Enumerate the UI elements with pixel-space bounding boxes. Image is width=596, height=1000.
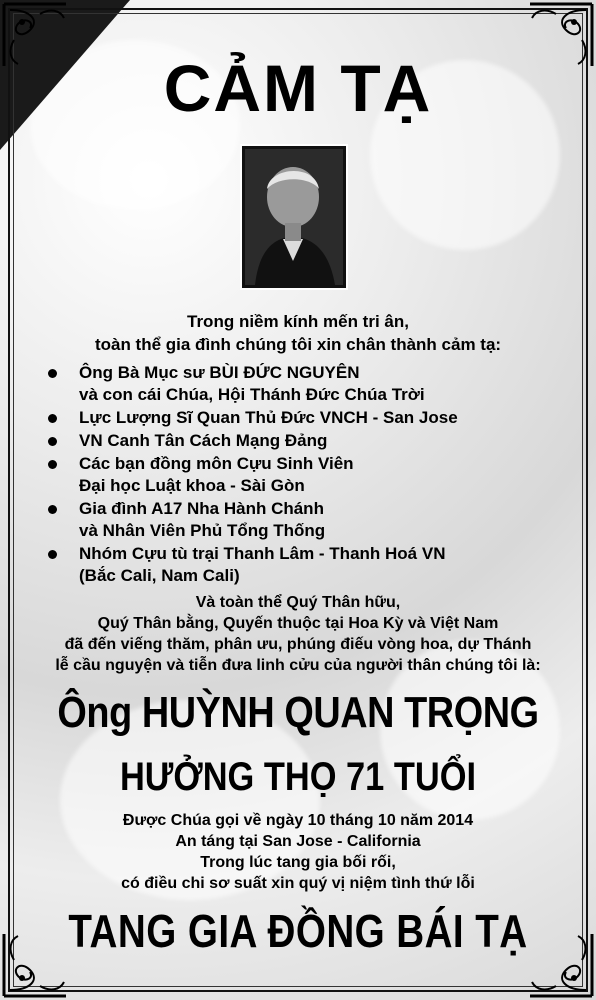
deceased-age: HƯỞNG THỌ 71 TUỔI [119, 755, 477, 799]
details-line: Được Chúa gọi về ngày 10 tháng 10 năm 2014 [122, 812, 474, 829]
list-item [48, 407, 548, 429]
page-title: CẢM TẠ [163, 51, 433, 125]
list-item-line: và Nhân Viên Phủ Tổng Thống [79, 521, 326, 540]
deceased-name: Ông HUỲNH QUAN TRỌNG [57, 688, 539, 737]
list-item [48, 453, 548, 497]
intro-text [0, 310, 596, 356]
portrait-silhouette-icon [245, 149, 343, 285]
bullet-icon [48, 369, 57, 378]
list-item-line: Lực Lượng Sĩ Quan Thủ Đức VNCH - San Jose [79, 408, 458, 427]
intro-line: toàn thể gia đình chúng tôi xin chân thành cảm tạ: [94, 335, 502, 354]
portrait-photo [242, 146, 346, 288]
bullet-icon [48, 505, 57, 514]
closing-signature: TANG GIA ĐỒNG BÁI TẠ [68, 905, 528, 957]
list-item [48, 362, 548, 406]
list-item-line: và con cái Chúa, Hội Thánh Đức Chúa Trời [79, 385, 425, 404]
thanks-line: Quý Thân bằng, Quyến thuộc tại Hoa Kỳ và Việt Nam [97, 615, 499, 632]
thanks-list [48, 362, 548, 587]
bullet-icon [48, 414, 57, 423]
bullet-icon [48, 437, 57, 446]
list-item [48, 543, 548, 587]
list-item-line: Đại học Luật khoa - Sài Gòn [79, 476, 305, 495]
thanks-line: đã đến viếng thăm, phân ưu, phúng điếu vòng hoa, dự Thánh [64, 636, 532, 653]
details-line: có điều chi sơ suất xin quý vị niệm tình thứ lỗi [121, 875, 475, 892]
list-item-line: Ông Bà Mục sư BÙI ĐỨC NGUYÊN [79, 363, 360, 382]
thanks-text [0, 592, 596, 676]
list-item-line: (Bắc Cali, Nam Cali) [79, 566, 240, 585]
intro-line: Trong niềm kính mến tri ân, [187, 312, 409, 331]
details-line: Trong lúc tang gia bối rối, [200, 854, 396, 871]
bullet-icon [48, 550, 57, 559]
list-item-line: Gia đình A17 Nha Hành Chánh [79, 499, 324, 518]
thanks-line: lễ cầu nguyện và tiễn đưa linh cửu của người thân chúng tôi là: [55, 657, 541, 674]
details-text [0, 810, 596, 894]
bullet-icon [48, 460, 57, 469]
list-item [48, 498, 548, 542]
details-line: An táng tại San Jose - California [175, 833, 421, 850]
list-item [48, 430, 548, 452]
list-item-line: Nhóm Cựu tù trại Thanh Lâm - Thanh Hoá VN [79, 544, 446, 563]
list-item-line: VN Canh Tân Cách Mạng Đảng [79, 431, 328, 450]
list-item-line: Các bạn đồng môn Cựu Sinh Viên [79, 454, 354, 473]
thanks-line: Và toàn thể Quý Thân hữu, [195, 594, 401, 611]
